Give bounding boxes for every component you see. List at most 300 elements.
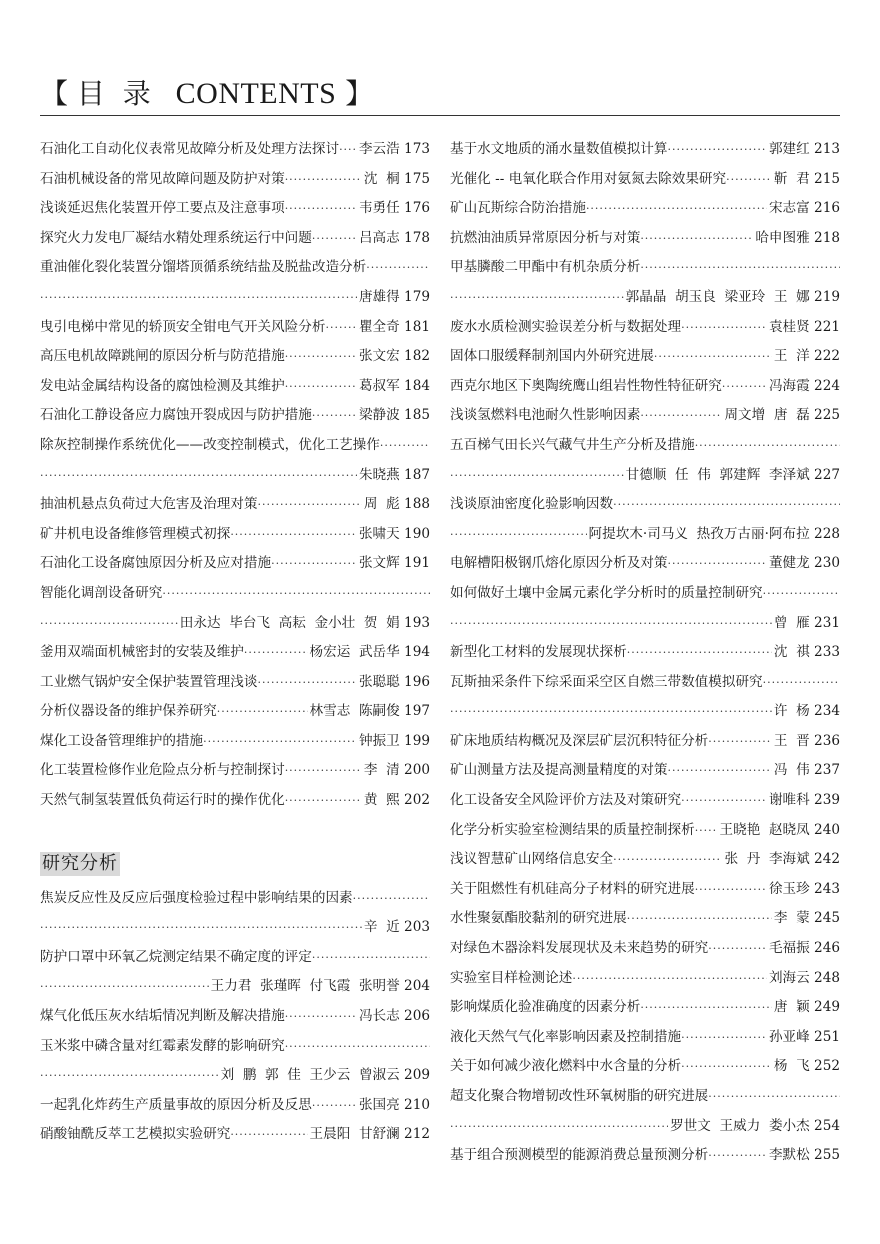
dot-leader [640, 224, 753, 254]
dot-leader [681, 1052, 772, 1082]
toc-entry-line [450, 490, 840, 520]
dot-leader [285, 194, 357, 224]
toc-entry[interactable] [40, 579, 430, 638]
toc-entry[interactable] [450, 194, 840, 224]
toc-entry[interactable] [450, 1141, 840, 1171]
article-title: 矿床地质结构概况及深层矿层沉积特征分析 [450, 732, 709, 749]
toc-entry-line [450, 194, 840, 224]
author-page: 王 洋 222 [773, 348, 840, 365]
toc-entry-line [40, 224, 430, 254]
author-page: 靳 君 215 [773, 170, 840, 187]
toc-entry-line [450, 697, 840, 727]
article-title: 矿山测量方法及提高测量精度的对策 [450, 762, 668, 779]
toc-entry[interactable] [450, 1023, 840, 1053]
dot-leader [668, 549, 767, 579]
dot-leader [40, 972, 209, 1002]
toc-entry[interactable] [40, 313, 430, 343]
article-title: 液化天然气气化率影响因素及控制措施 [450, 1028, 682, 1045]
toc-entry[interactable] [450, 727, 840, 757]
toc-entry-line [450, 224, 840, 254]
dot-leader [40, 913, 362, 943]
article-title: 探究火力发电厂凝结水精处理系统运行中问题 [40, 229, 312, 246]
dot-leader [312, 401, 357, 431]
header-bracket-open: 【 [40, 77, 69, 110]
author-page: 刘海云 248 [768, 969, 840, 986]
toc-entry-line [40, 1032, 430, 1062]
article-title: 电解槽阳极钢爪熔化原因分析及对策 [450, 555, 668, 572]
section-title: 研究分析 [42, 852, 118, 874]
dot-leader [40, 1061, 219, 1091]
author-page: 王晓艳 赵晓凤 240 [719, 821, 840, 838]
author-page: 郭晶晶 胡玉良 梁亚玲 王 娜 219 [625, 288, 840, 305]
article-title: 发电站金属结构设备的腐蚀检测及其维护 [40, 377, 285, 394]
author-page: 葛叔军 184 [358, 377, 430, 394]
article-title: 硝酸铀酰反萃工艺模拟实验研究 [40, 1126, 231, 1143]
author-page: 阿提坎木·司马义 热孜万古丽·阿布拉 228 [588, 525, 840, 542]
toc-entry-line [450, 313, 840, 343]
toc-entry-line [40, 1120, 430, 1150]
article-title: 曳引电梯中常见的轿顶安全钳电气开关风险分析 [40, 318, 326, 335]
dot-leader [586, 194, 767, 224]
toc-entry-line [450, 520, 840, 550]
dot-leader [366, 253, 430, 283]
toc-entry[interactable] [40, 194, 430, 224]
dot-leader [162, 579, 430, 609]
dot-leader [450, 1112, 668, 1142]
dot-leader [312, 943, 430, 973]
right-column [450, 135, 840, 1171]
dot-leader [722, 372, 767, 402]
toc-entry-line [40, 431, 430, 461]
author-page: 杨宏运 武岳华 194 [309, 644, 430, 661]
article-title: 西克尔地区下奥陶统鹰山组岩性物性特征研究 [450, 377, 722, 394]
article-title: 关于阻燃性有机硅高分子材料的研究进展 [450, 880, 695, 897]
author-page: 唐雄得 179 [358, 288, 430, 305]
dot-leader [668, 756, 772, 786]
dot-leader [230, 1120, 307, 1150]
article-title: 固体口服缓释制剂国内外研究进展 [450, 348, 654, 365]
article-title: 煤气化低压灰水结垢情况判断及解决措施 [40, 1008, 285, 1025]
toc-entry[interactable] [40, 1120, 430, 1150]
dot-leader [285, 1002, 357, 1032]
author-page: 吕高志 178 [358, 229, 430, 246]
toc-entry[interactable] [40, 1091, 430, 1121]
article-title: 防护口罩中环氧乙烷测定结果不确定度的评定 [40, 948, 312, 965]
toc-entry-line [450, 1023, 840, 1053]
author-page: 孙亚峰 251 [768, 1028, 840, 1045]
author-page: 张文宏 182 [358, 348, 430, 365]
author-page: 李云浩 173 [358, 141, 430, 157]
toc-entry[interactable] [40, 342, 430, 372]
article-title: 光催化 -- 电氧化联合作用对氨氮去除效果研究 [450, 170, 727, 187]
dot-leader [312, 224, 357, 254]
article-title: 浅谈氢燃料电池耐久性影响因素 [450, 407, 641, 424]
author-page: 杨 飞 252 [773, 1058, 840, 1075]
article-title: 石油机械设备的常见故障问题及防护对策 [40, 170, 285, 187]
article-title: 除灰控制操作系统优化——改变控制模式，优化工艺操作 [40, 436, 380, 453]
toc-entry-line [450, 135, 840, 165]
article-title: 实验室目样检测论述 [450, 969, 573, 986]
article-title: 甲基膦酸二甲酯中有机杂质分析 [450, 259, 641, 276]
dot-leader [763, 579, 840, 609]
dot-leader [640, 253, 840, 283]
toc-entry-line [40, 609, 430, 639]
article-title: 一起乳化炸药生产质量事故的原因分析及反思 [40, 1096, 312, 1113]
toc-entry-line [40, 884, 430, 914]
toc-entry[interactable] [450, 964, 840, 994]
toc-entry[interactable] [40, 1002, 430, 1032]
dot-leader [325, 313, 356, 343]
author-page: 韦勇任 176 [358, 200, 430, 217]
toc-entry[interactable] [40, 1032, 430, 1091]
toc-entry-line [450, 342, 840, 372]
article-title: 高压电机故障跳闸的原因分析与防范措施 [40, 348, 285, 365]
toc-entry-line [450, 816, 840, 846]
toc-entry[interactable] [40, 638, 430, 668]
toc-entry[interactable] [450, 993, 840, 1023]
dot-leader [708, 934, 767, 964]
toc-entry[interactable] [450, 165, 840, 195]
dot-leader [285, 165, 362, 195]
toc-entry[interactable] [450, 342, 840, 372]
toc-entry[interactable] [450, 786, 840, 816]
article-title: 超支化聚合物增韧改性环氧树脂的研究进展 [450, 1088, 709, 1104]
dot-leader [613, 845, 722, 875]
dot-leader [708, 1082, 840, 1112]
toc-entry-line [450, 372, 840, 402]
dot-leader [230, 520, 357, 550]
toc-entry[interactable] [40, 884, 430, 943]
toc-entry[interactable] [450, 845, 840, 875]
article-title: 浅谈原油密度化验影响因数 [450, 496, 614, 513]
author-page: 钟振卫 199 [358, 732, 430, 749]
toc-entry-line [40, 283, 430, 313]
toc-entry[interactable] [40, 668, 430, 698]
section-block [40, 816, 430, 884]
toc-entry-line [40, 549, 430, 579]
article-title: 浅谈延迟焦化装置开停工要点及注意事项 [40, 200, 285, 217]
toc-entry[interactable] [450, 934, 840, 964]
article-title: 釜用双端面机械密封的安装及维护 [40, 644, 244, 661]
dot-leader [681, 313, 767, 343]
toc-entry-line [450, 934, 840, 964]
article-title: 抗燃油油质异常原因分析与对策 [450, 229, 641, 246]
author-page: 张聪聪 196 [358, 673, 430, 690]
dot-leader [258, 490, 362, 520]
toc-entry-line [450, 609, 840, 639]
toc-entry-line [450, 165, 840, 195]
article-title: 废水水质检测实验误差分析与数据处理 [450, 318, 682, 335]
dot-leader [285, 1032, 430, 1062]
dot-leader [695, 816, 718, 846]
toc-entry[interactable] [40, 224, 430, 254]
toc-entry[interactable] [40, 165, 430, 195]
article-title: 基于水文地质的涌水量数值模拟计算 [450, 141, 668, 157]
toc-entry-line [40, 401, 430, 431]
dot-leader [668, 135, 767, 165]
article-title: 基于组合预测模型的能源消费总量预测分析 [450, 1147, 709, 1164]
dot-leader [285, 372, 357, 402]
article-title: 五百梯气田长兴气藏气井生产分析及措施 [450, 436, 695, 453]
author-page: 李 清 200 [363, 762, 430, 779]
dot-leader [695, 875, 767, 905]
dot-leader [708, 727, 772, 757]
toc-entry-line [40, 490, 430, 520]
author-page: 曾 雁 231 [773, 614, 840, 631]
contents-header [40, 72, 373, 112]
article-title: 智能化调剖设备研究 [40, 584, 163, 601]
toc-entry[interactable] [40, 786, 430, 816]
toc-entry-line [450, 668, 840, 698]
toc-entry-line [450, 1082, 840, 1112]
author-page: 张文辉 191 [358, 555, 430, 572]
toc-entry[interactable] [40, 431, 430, 490]
toc-entry-line [40, 697, 430, 727]
toc-entry[interactable] [450, 313, 840, 343]
dot-leader [380, 431, 430, 461]
toc-entry-line [40, 579, 430, 609]
author-page: 黄 熙 202 [363, 792, 430, 809]
article-title: 瓦斯抽采条件下综采面采空区自燃三带数值模拟研究 [450, 673, 763, 690]
article-title: 玉米浆中磷含量对红霉素发酵的影响研究 [40, 1037, 285, 1054]
dot-leader [613, 490, 840, 520]
toc-entry-line [40, 253, 430, 283]
author-page: 王晨阳 甘舒澜 212 [309, 1126, 430, 1143]
article-title: 重油催化裂化装置分馏塔顶循系统结盐及脱盐改造分析 [40, 259, 367, 276]
article-title: 石油化工设备腐蚀原因分析及应对措施 [40, 555, 272, 572]
dot-leader [271, 549, 357, 579]
toc-entry-line [450, 727, 840, 757]
toc-entry[interactable] [40, 756, 430, 786]
article-title: 化工装置检修作业危险点分析与控制探讨 [40, 762, 285, 779]
dot-leader [450, 520, 587, 550]
toc-entry[interactable] [40, 943, 430, 1002]
toc-entry-line [40, 668, 430, 698]
toc-entry-line [450, 904, 840, 934]
dot-leader [40, 609, 178, 639]
toc-entry-line [40, 638, 430, 668]
article-title: 煤化工设备管理维护的措施 [40, 732, 204, 749]
author-page: 冯长志 206 [358, 1008, 430, 1025]
toc-entry-line [40, 165, 430, 195]
toc-entry[interactable] [450, 756, 840, 786]
toc-entry[interactable] [40, 135, 430, 165]
toc-entry-line [450, 461, 840, 491]
article-title: 化工设备安全风险评价方法及对策研究 [450, 792, 682, 809]
header-title-en: CONTENTS [175, 77, 337, 110]
dot-leader [40, 283, 357, 313]
toc-entry[interactable] [450, 875, 840, 905]
toc-entry-line [450, 1141, 840, 1171]
author-page: 梁静波 185 [358, 407, 430, 424]
author-page: 周 彪 188 [363, 496, 430, 513]
dot-leader [339, 135, 357, 165]
author-page: 朱晓燕 187 [358, 466, 430, 483]
article-title: 水性聚氨酯胶黏剂的研究进展 [450, 910, 627, 927]
author-page: 王力君 张瑾晖 付飞霞 张明誉 204 [210, 978, 430, 995]
toc-entry[interactable] [450, 549, 840, 579]
author-page: 张 丹 李海斌 242 [724, 851, 840, 868]
toc-entry-line [40, 786, 430, 816]
toc-entry-line [450, 401, 840, 431]
author-page: 沈 祺 233 [773, 644, 840, 661]
author-page: 瞿全奇 181 [358, 318, 430, 335]
toc-entry-line [450, 283, 840, 313]
toc-entry[interactable] [450, 224, 840, 254]
toc-entry-line [40, 372, 430, 402]
dot-leader [681, 786, 767, 816]
toc-entry-line [450, 549, 840, 579]
dot-leader [627, 904, 772, 934]
article-title: 新型化工材料的发展现状探析 [450, 644, 627, 661]
toc-entry-line [450, 638, 840, 668]
toc-entry-line [40, 342, 430, 372]
toc-entry-line [40, 1002, 430, 1032]
toc-entry-line [450, 756, 840, 786]
author-page: 李默松 255 [768, 1147, 840, 1164]
dot-leader [353, 884, 430, 914]
author-page: 周文增 唐 磊 225 [724, 407, 840, 424]
dot-leader [217, 697, 308, 727]
author-page: 王 晋 236 [773, 732, 840, 749]
author-page: 罗世文 王威力 娄小杰 254 [670, 1117, 840, 1134]
article-title: 化学分析实验室检测结果的质量控制探析 [450, 821, 695, 838]
article-title: 石油化工静设备应力腐蚀开裂成因与防护措施 [40, 407, 312, 424]
author-page: 郭建红 213 [768, 141, 840, 157]
toc-entry[interactable] [450, 1082, 840, 1141]
author-page: 冯海霞 224 [768, 377, 840, 394]
dot-leader [450, 461, 624, 491]
article-title: 矿井机电设备维修管理模式初探 [40, 525, 231, 542]
toc-entry[interactable] [40, 490, 430, 520]
toc-entry[interactable] [450, 579, 840, 638]
toc-entry-line [450, 786, 840, 816]
article-title: 焦炭反应性及反应后强度检验过程中影响结果的因素 [40, 889, 353, 906]
toc-entry-line [40, 520, 430, 550]
dot-leader [285, 342, 357, 372]
dot-leader [285, 756, 362, 786]
article-title: 天然气制氢装置低负荷运行时的操作优化 [40, 792, 285, 809]
toc-entry-line [450, 845, 840, 875]
author-page: 冯 伟 237 [773, 762, 840, 779]
dot-leader [640, 993, 772, 1023]
toc-entry-line [450, 1112, 840, 1142]
toc-entry-line [450, 1052, 840, 1082]
dot-leader [726, 165, 772, 195]
author-page: 李 蒙 245 [773, 910, 840, 927]
dot-leader [258, 668, 357, 698]
article-title: 工业燃气锅炉安全保护装置管理浅谈 [40, 673, 258, 690]
toc-entry-line [40, 913, 430, 943]
dot-leader [450, 283, 624, 313]
dot-leader [654, 342, 772, 372]
toc-entry[interactable] [40, 253, 430, 312]
toc-entry-line [40, 943, 430, 973]
dot-leader [203, 727, 357, 757]
author-page: 沈 桐 175 [363, 170, 430, 187]
toc-entry-line [450, 964, 840, 994]
article-title: 影响煤质化验准确度的因素分析 [450, 999, 641, 1016]
dot-leader [640, 401, 722, 431]
toc-entry[interactable] [450, 904, 840, 934]
article-title: 石油化工自动化仪表常见故障分析及处理方法探讨 [40, 141, 340, 157]
toc-entry[interactable] [450, 668, 840, 727]
article-title: 浅议智慧矿山网络信息安全 [450, 851, 614, 868]
dot-leader [627, 638, 772, 668]
toc-entry-line [40, 756, 430, 786]
author-page: 田永达 毕台飞 高耘 金小壮 贺 娟 193 [179, 614, 430, 631]
toc-entry[interactable] [450, 816, 840, 846]
author-page: 甘德顺 任 伟 郭建辉 李泽斌 227 [625, 466, 840, 483]
toc-entry[interactable] [40, 372, 430, 402]
article-title: 抽油机悬点负荷过大危害及治理对策 [40, 496, 258, 513]
toc-entry[interactable] [40, 520, 430, 550]
header-bracket-close: 】 [345, 77, 374, 110]
header-rule [40, 115, 840, 116]
dot-leader [312, 1091, 357, 1121]
author-page: 董健龙 230 [768, 555, 840, 572]
toc-entry[interactable] [450, 1052, 840, 1082]
toc-entry[interactable] [450, 135, 840, 165]
author-page: 徐玉珍 243 [768, 880, 840, 897]
dot-leader [572, 964, 767, 994]
toc-entry[interactable] [40, 401, 430, 431]
toc-entry-line [40, 135, 430, 165]
author-page: 袁桂贤 221 [768, 318, 840, 335]
author-page: 许 杨 234 [773, 703, 840, 720]
dot-leader [285, 786, 362, 816]
article-title: 如何做好土壤中金属元素化学分析时的质量控制研究 [450, 584, 763, 601]
author-page: 辛 近 203 [363, 919, 430, 936]
toc-entry-line [40, 1091, 430, 1121]
author-page: 张国亮 210 [358, 1096, 430, 1113]
author-page: 林雪志 陈嗣俊 197 [309, 703, 430, 720]
dot-leader [244, 638, 308, 668]
author-page: 唐 颖 249 [773, 999, 840, 1016]
toc-entry-line [450, 993, 840, 1023]
toc-entry[interactable] [450, 372, 840, 402]
toc-entry[interactable] [450, 490, 840, 549]
author-page: 哈申图雅 218 [755, 229, 840, 246]
author-page: 宋志富 216 [768, 200, 840, 217]
toc-entry[interactable] [40, 549, 430, 579]
toc-entry-line [450, 253, 840, 283]
toc-entry[interactable] [450, 401, 840, 431]
toc-entry-line [450, 431, 840, 461]
article-title: 关于如何减少液化燃料中水含量的分析 [450, 1058, 682, 1075]
toc-entry[interactable] [40, 697, 430, 727]
toc-entry-line [40, 313, 430, 343]
dot-leader [450, 697, 772, 727]
author-page: 毛福振 246 [768, 940, 840, 957]
article-title: 对绿色木器涂料发展现状及未来趋势的研究 [450, 940, 709, 957]
left-column [40, 135, 430, 1150]
author-page: 刘 鹏 郭 佳 王少云 曾淑云 209 [220, 1067, 430, 1084]
toc-entry-line [40, 461, 430, 491]
toc-entry-line [40, 972, 430, 1002]
header-title-cn: 目 录 [76, 77, 151, 110]
toc-entry[interactable] [450, 638, 840, 668]
toc-entry-line [40, 194, 430, 224]
dot-leader [681, 1023, 767, 1053]
dot-leader [763, 668, 840, 698]
toc-entry-line [450, 875, 840, 905]
toc-entry[interactable] [40, 727, 430, 757]
toc-entry[interactable] [450, 431, 840, 490]
dot-leader [40, 461, 357, 491]
toc-entry[interactable] [450, 253, 840, 312]
article-title: 矿山瓦斯综合防治措施 [450, 200, 586, 217]
